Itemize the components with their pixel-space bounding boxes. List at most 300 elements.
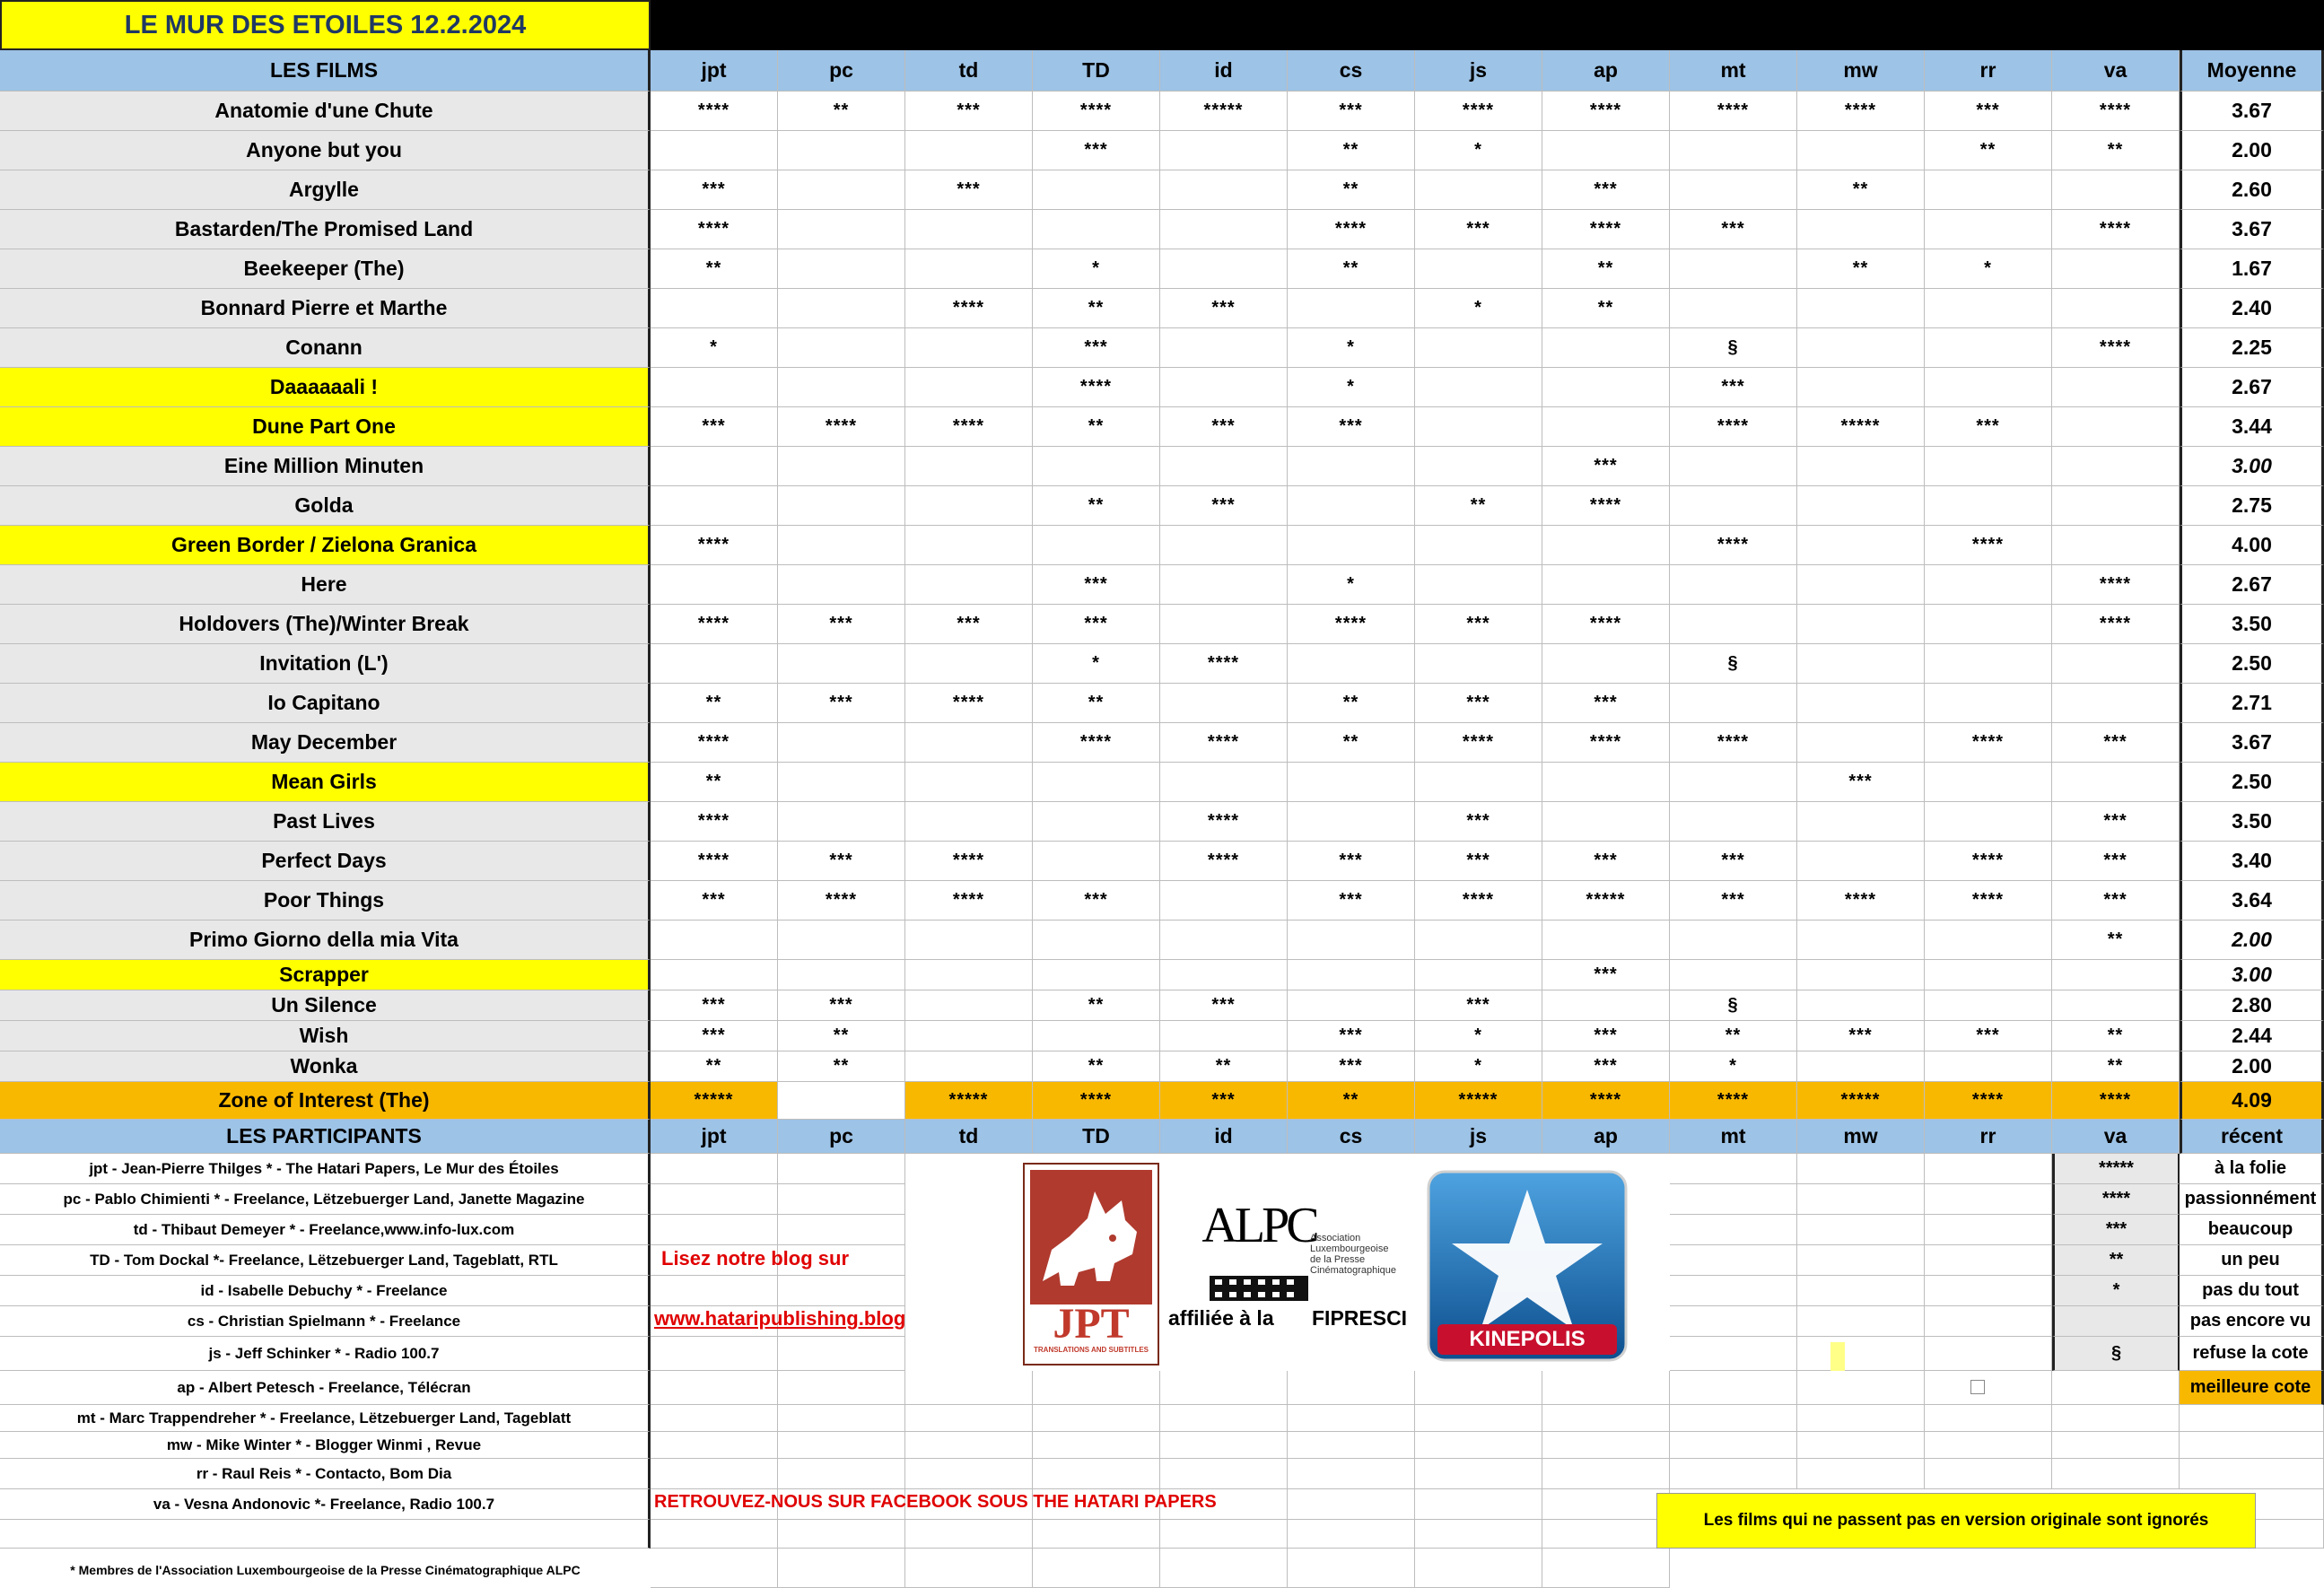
rating-cell[interactable] (778, 526, 905, 565)
rating-cell[interactable]: *** (905, 605, 1033, 644)
rating-cell[interactable] (1925, 1051, 2052, 1082)
rating-cell[interactable] (778, 565, 905, 605)
rating-cell[interactable]: **** (1670, 526, 1797, 565)
rating-cell[interactable] (1670, 249, 1797, 289)
rating-cell[interactable] (1033, 960, 1160, 990)
rating-cell[interactable]: ** (1288, 131, 1415, 170)
rating-cell[interactable]: *** (1288, 842, 1415, 881)
rating-cell[interactable] (1925, 990, 2052, 1021)
rating-cell[interactable] (905, 131, 1033, 170)
rating-cell[interactable]: *** (1542, 170, 1670, 210)
rating-cell[interactable] (1160, 684, 1288, 723)
rating-cell[interactable] (1925, 210, 2052, 249)
rating-cell[interactable] (1670, 684, 1797, 723)
film-title[interactable]: Conann (0, 328, 651, 368)
rating-cell[interactable] (1160, 249, 1288, 289)
rating-cell[interactable] (1033, 447, 1160, 486)
rating-cell[interactable] (1797, 960, 1925, 990)
rating-cell[interactable]: ** (1288, 1082, 1415, 1120)
rating-cell[interactable] (1288, 802, 1415, 842)
rating-cell[interactable]: *** (1670, 210, 1797, 249)
rating-cell[interactable] (2052, 170, 2180, 210)
rating-cell[interactable]: *** (1542, 1051, 1670, 1082)
film-title[interactable]: Beekeeper (The) (0, 249, 651, 289)
rating-cell[interactable] (1288, 990, 1415, 1021)
rating-cell[interactable]: *** (778, 990, 905, 1021)
rating-cell[interactable] (1925, 486, 2052, 526)
rating-cell[interactable] (1160, 763, 1288, 802)
critic-header-pc[interactable]: pc (778, 50, 905, 92)
rating-cell[interactable]: **** (1542, 1082, 1670, 1120)
rating-cell[interactable] (1415, 407, 1542, 447)
rating-cell[interactable]: * (1925, 249, 2052, 289)
rating-cell[interactable] (778, 763, 905, 802)
rating-cell[interactable]: *** (2052, 723, 2180, 763)
rating-cell[interactable] (1797, 289, 1925, 328)
rating-cell[interactable]: **** (651, 802, 778, 842)
rating-cell[interactable] (1288, 960, 1415, 990)
rating-cell[interactable] (2052, 407, 2180, 447)
rating-cell[interactable]: *** (651, 881, 778, 921)
film-title[interactable]: Bastarden/The Promised Land (0, 210, 651, 249)
rating-cell[interactable] (905, 990, 1033, 1021)
rating-cell[interactable] (2052, 526, 2180, 565)
rating-cell[interactable] (1033, 842, 1160, 881)
rating-cell[interactable] (778, 368, 905, 407)
film-title[interactable]: May December (0, 723, 651, 763)
rating-cell[interactable] (778, 1082, 905, 1120)
rating-cell[interactable] (2052, 644, 2180, 684)
rating-cell[interactable]: *** (1288, 407, 1415, 447)
rating-cell[interactable]: ** (651, 763, 778, 802)
rating-cell[interactable] (1160, 565, 1288, 605)
rating-cell[interactable]: *** (1415, 210, 1542, 249)
rating-cell[interactable] (1670, 447, 1797, 486)
rating-cell[interactable] (1288, 526, 1415, 565)
film-title[interactable]: Green Border / Zielona Granica (0, 526, 651, 565)
rating-cell[interactable] (905, 210, 1033, 249)
rating-cell[interactable]: **** (1925, 1082, 2052, 1120)
rating-cell[interactable] (2052, 960, 2180, 990)
rating-cell[interactable]: *** (1160, 486, 1288, 526)
rating-cell[interactable]: ** (1033, 684, 1160, 723)
rating-cell[interactable] (1925, 565, 2052, 605)
rating-cell[interactable] (1797, 1051, 1925, 1082)
rating-cell[interactable] (905, 960, 1033, 990)
rating-cell[interactable] (778, 802, 905, 842)
critic-header-cs[interactable]: cs (1288, 50, 1415, 92)
rating-cell[interactable] (1670, 565, 1797, 605)
rating-cell[interactable] (1415, 368, 1542, 407)
rating-cell[interactable]: *** (1033, 565, 1160, 605)
rating-cell[interactable] (1797, 565, 1925, 605)
film-title[interactable]: Invitation (L') (0, 644, 651, 684)
rating-cell[interactable]: *** (1160, 1082, 1288, 1120)
rating-cell[interactable] (1160, 960, 1288, 990)
rating-cell[interactable] (1925, 170, 2052, 210)
rating-cell[interactable] (778, 210, 905, 249)
rating-cell[interactable]: * (1670, 1051, 1797, 1082)
rating-cell[interactable] (1033, 170, 1160, 210)
rating-cell[interactable] (1797, 210, 1925, 249)
rating-cell[interactable]: **** (1925, 723, 2052, 763)
film-title[interactable]: Io Capitano (0, 684, 651, 723)
rating-cell[interactable] (778, 249, 905, 289)
rating-cell[interactable] (905, 368, 1033, 407)
rating-cell[interactable]: **** (1415, 92, 1542, 131)
rating-cell[interactable] (1797, 842, 1925, 881)
rating-cell[interactable] (1670, 605, 1797, 644)
rating-cell[interactable] (1415, 249, 1542, 289)
rating-cell[interactable]: *** (1415, 802, 1542, 842)
rating-cell[interactable]: *** (1033, 328, 1160, 368)
rating-cell[interactable]: ** (1033, 407, 1160, 447)
film-title[interactable]: Wonka (0, 1051, 651, 1082)
rating-cell[interactable] (651, 289, 778, 328)
rating-cell[interactable] (651, 644, 778, 684)
rating-cell[interactable] (2052, 990, 2180, 1021)
film-title[interactable]: Un Silence (0, 990, 651, 1021)
rating-cell[interactable]: **** (1542, 92, 1670, 131)
rating-cell[interactable] (1160, 921, 1288, 960)
rating-cell[interactable]: **** (1797, 92, 1925, 131)
rating-cell[interactable] (1670, 960, 1797, 990)
rating-cell[interactable]: ** (1797, 170, 1925, 210)
rating-cell[interactable] (1925, 368, 2052, 407)
rating-cell[interactable]: ** (2052, 131, 2180, 170)
rating-cell[interactable]: **** (1415, 723, 1542, 763)
rating-cell[interactable]: *** (1415, 842, 1542, 881)
rating-cell[interactable] (1160, 368, 1288, 407)
rating-cell[interactable]: **** (651, 723, 778, 763)
rating-cell[interactable] (778, 486, 905, 526)
rating-cell[interactable]: * (1288, 368, 1415, 407)
rating-cell[interactable]: **** (905, 881, 1033, 921)
critic-header-mw[interactable]: mw (1797, 50, 1925, 92)
rating-cell[interactable]: *** (2052, 881, 2180, 921)
rating-cell[interactable]: **** (651, 842, 778, 881)
rating-cell[interactable] (1925, 328, 2052, 368)
rating-cell[interactable]: * (1288, 328, 1415, 368)
rating-cell[interactable]: ** (1033, 486, 1160, 526)
rating-cell[interactable]: *** (905, 92, 1033, 131)
film-title[interactable]: Argylle (0, 170, 651, 210)
film-title[interactable]: Eine Million Minuten (0, 447, 651, 486)
rating-cell[interactable] (905, 763, 1033, 802)
rating-cell[interactable]: **** (1160, 802, 1288, 842)
rating-cell[interactable]: ** (1160, 1051, 1288, 1082)
rating-cell[interactable]: *** (2052, 842, 2180, 881)
rating-cell[interactable]: ** (1925, 131, 2052, 170)
rating-cell[interactable] (778, 328, 905, 368)
rating-cell[interactable]: ***** (1160, 92, 1288, 131)
rating-cell[interactable] (1415, 170, 1542, 210)
film-title[interactable]: Primo Giorno della mia Vita (0, 921, 651, 960)
rating-cell[interactable]: *** (1925, 407, 2052, 447)
rating-cell[interactable] (1542, 131, 1670, 170)
critic-header-jpt[interactable]: jpt (651, 50, 778, 92)
rating-cell[interactable] (778, 289, 905, 328)
rating-cell[interactable] (778, 131, 905, 170)
rating-cell[interactable] (1797, 328, 1925, 368)
film-title[interactable]: Golda (0, 486, 651, 526)
rating-cell[interactable] (2052, 447, 2180, 486)
rating-cell[interactable] (2052, 763, 2180, 802)
rating-cell[interactable] (1797, 368, 1925, 407)
rating-cell[interactable] (1542, 407, 1670, 447)
rating-cell[interactable]: ** (1288, 723, 1415, 763)
rating-cell[interactable] (1542, 990, 1670, 1021)
film-title[interactable]: Dune Part One (0, 407, 651, 447)
rating-cell[interactable]: * (651, 328, 778, 368)
rating-cell[interactable]: **** (1670, 1082, 1797, 1120)
rating-cell[interactable]: ** (1415, 486, 1542, 526)
rating-cell[interactable] (1415, 763, 1542, 802)
rating-cell[interactable] (1797, 605, 1925, 644)
rating-cell[interactable] (651, 131, 778, 170)
rating-cell[interactable]: ** (1033, 1051, 1160, 1082)
rating-cell[interactable]: **** (1670, 723, 1797, 763)
rating-cell[interactable] (1670, 763, 1797, 802)
rating-cell[interactable] (905, 565, 1033, 605)
rating-cell[interactable] (1797, 921, 1925, 960)
rating-cell[interactable]: **** (1415, 881, 1542, 921)
rating-cell[interactable]: **** (778, 881, 905, 921)
rating-cell[interactable] (1925, 684, 2052, 723)
rating-cell[interactable]: *** (1670, 842, 1797, 881)
rating-cell[interactable]: **** (1033, 1082, 1160, 1120)
film-title[interactable]: Mean Girls (0, 763, 651, 802)
rating-cell[interactable] (651, 921, 778, 960)
rating-cell[interactable] (1033, 210, 1160, 249)
critic-header-va[interactable]: va (2052, 50, 2180, 92)
rating-cell[interactable] (1033, 763, 1160, 802)
rating-cell[interactable]: **** (1160, 723, 1288, 763)
rating-cell[interactable]: **** (1670, 407, 1797, 447)
critic-header-mt[interactable]: mt (1670, 50, 1797, 92)
rating-cell[interactable]: ** (1288, 170, 1415, 210)
rating-cell[interactable]: *** (1033, 881, 1160, 921)
rating-cell[interactable]: ** (778, 1021, 905, 1051)
blog-link[interactable]: www.hataripublishing.blog (654, 1307, 906, 1330)
rating-cell[interactable]: *** (1288, 1021, 1415, 1051)
rating-cell[interactable]: ***** (651, 1082, 778, 1120)
rating-cell[interactable] (1160, 1021, 1288, 1051)
rating-cell[interactable]: **** (905, 684, 1033, 723)
rating-cell[interactable] (651, 565, 778, 605)
rating-cell[interactable]: **** (651, 605, 778, 644)
rating-cell[interactable]: § (1670, 990, 1797, 1021)
rating-cell[interactable]: ***** (905, 1082, 1033, 1120)
rating-cell[interactable]: *** (1033, 605, 1160, 644)
rating-cell[interactable]: *** (778, 605, 905, 644)
rating-cell[interactable] (1415, 565, 1542, 605)
critic-header-rr[interactable]: rr (1925, 50, 2052, 92)
rating-cell[interactable] (1797, 723, 1925, 763)
rating-cell[interactable]: **** (1670, 92, 1797, 131)
rating-cell[interactable]: *** (651, 1021, 778, 1051)
rating-cell[interactable] (1797, 526, 1925, 565)
rating-cell[interactable]: *** (1288, 92, 1415, 131)
rating-cell[interactable] (651, 368, 778, 407)
rating-cell[interactable]: **** (2052, 210, 2180, 249)
rating-cell[interactable]: ** (2052, 921, 2180, 960)
rating-cell[interactable] (1670, 170, 1797, 210)
rating-cell[interactable]: ***** (1797, 1082, 1925, 1120)
rating-cell[interactable]: **** (2052, 92, 2180, 131)
rating-cell[interactable]: * (1033, 249, 1160, 289)
rating-cell[interactable] (2052, 249, 2180, 289)
rating-cell[interactable]: *** (1797, 763, 1925, 802)
rating-cell[interactable] (1925, 289, 2052, 328)
rating-cell[interactable] (1415, 960, 1542, 990)
rating-cell[interactable]: *** (1288, 1051, 1415, 1082)
rating-cell[interactable] (651, 447, 778, 486)
rating-cell[interactable]: **** (905, 289, 1033, 328)
rating-cell[interactable] (1160, 881, 1288, 921)
rating-cell[interactable]: *** (1542, 1021, 1670, 1051)
rating-cell[interactable]: **** (1797, 881, 1925, 921)
rating-cell[interactable] (778, 960, 905, 990)
rating-cell[interactable]: ***** (1542, 881, 1670, 921)
rating-cell[interactable]: **** (651, 526, 778, 565)
rating-cell[interactable]: *** (1288, 881, 1415, 921)
rating-cell[interactable]: * (1415, 1021, 1542, 1051)
rating-cell[interactable]: *** (1415, 684, 1542, 723)
rating-cell[interactable] (1288, 447, 1415, 486)
rating-cell[interactable]: ** (1033, 289, 1160, 328)
rating-cell[interactable] (778, 447, 905, 486)
rating-cell[interactable] (1033, 526, 1160, 565)
rating-cell[interactable]: **** (1160, 842, 1288, 881)
critic-header-ap[interactable]: ap (1542, 50, 1670, 92)
rating-cell[interactable]: **** (1925, 881, 2052, 921)
rating-cell[interactable] (1033, 1021, 1160, 1051)
rating-cell[interactable] (1415, 921, 1542, 960)
rating-cell[interactable]: **** (1925, 526, 2052, 565)
rating-cell[interactable] (1288, 763, 1415, 802)
rating-cell[interactable]: ** (2052, 1021, 2180, 1051)
rating-cell[interactable]: *** (1797, 1021, 1925, 1051)
rating-cell[interactable]: ***** (1797, 407, 1925, 447)
rating-cell[interactable] (651, 486, 778, 526)
film-title[interactable]: Anatomie d'une Chute (0, 92, 651, 131)
rating-cell[interactable]: ** (1797, 249, 1925, 289)
rating-cell[interactable]: **** (651, 210, 778, 249)
rating-cell[interactable] (1670, 486, 1797, 526)
rating-cell[interactable] (1925, 605, 2052, 644)
rating-cell[interactable]: **** (905, 407, 1033, 447)
rating-cell[interactable] (1288, 644, 1415, 684)
rating-cell[interactable] (905, 486, 1033, 526)
average-header[interactable]: Moyenne (2180, 50, 2324, 92)
film-title[interactable]: Scrapper (0, 960, 651, 990)
rating-cell[interactable] (905, 1051, 1033, 1082)
rating-cell[interactable]: ** (1288, 249, 1415, 289)
rating-cell[interactable]: *** (1542, 447, 1670, 486)
rating-cell[interactable] (1797, 447, 1925, 486)
rating-cell[interactable]: ** (651, 249, 778, 289)
rating-cell[interactable] (778, 644, 905, 684)
rating-cell[interactable]: * (1415, 131, 1542, 170)
rating-cell[interactable]: § (1670, 644, 1797, 684)
rating-cell[interactable] (1542, 644, 1670, 684)
rating-cell[interactable] (1288, 921, 1415, 960)
rating-cell[interactable]: **** (1288, 605, 1415, 644)
rating-cell[interactable] (1415, 447, 1542, 486)
rating-cell[interactable]: **** (1542, 210, 1670, 249)
rating-cell[interactable] (1670, 131, 1797, 170)
rating-cell[interactable] (905, 526, 1033, 565)
rating-cell[interactable]: ** (1033, 990, 1160, 1021)
rating-cell[interactable] (2052, 289, 2180, 328)
rating-cell[interactable] (1415, 644, 1542, 684)
film-title[interactable]: Holdovers (The)/Winter Break (0, 605, 651, 644)
rating-cell[interactable] (1160, 328, 1288, 368)
rating-cell[interactable] (778, 723, 905, 763)
rating-cell[interactable]: **** (1160, 644, 1288, 684)
rating-cell[interactable] (1797, 802, 1925, 842)
critic-header-td[interactable]: td (905, 50, 1033, 92)
rating-cell[interactable]: **** (1925, 842, 2052, 881)
checkbox[interactable] (1970, 1380, 1985, 1394)
rating-cell[interactable]: **** (1542, 723, 1670, 763)
film-title[interactable]: Bonnard Pierre et Marthe (0, 289, 651, 328)
rating-cell[interactable]: *** (1542, 960, 1670, 990)
rating-cell[interactable]: **** (1542, 486, 1670, 526)
rating-cell[interactable]: *** (1670, 881, 1797, 921)
rating-cell[interactable] (1288, 289, 1415, 328)
rating-cell[interactable]: *** (778, 842, 905, 881)
rating-cell[interactable] (1033, 921, 1160, 960)
rating-cell[interactable]: * (1415, 1051, 1542, 1082)
rating-cell[interactable]: *** (1415, 990, 1542, 1021)
rating-cell[interactable]: *** (1542, 842, 1670, 881)
rating-cell[interactable]: *** (778, 684, 905, 723)
rating-cell[interactable] (1160, 605, 1288, 644)
rating-cell[interactable]: **** (1033, 368, 1160, 407)
rating-cell[interactable] (1542, 921, 1670, 960)
rating-cell[interactable]: ** (2052, 1051, 2180, 1082)
rating-cell[interactable] (1160, 210, 1288, 249)
rating-cell[interactable]: § (1670, 328, 1797, 368)
film-title[interactable]: Here (0, 565, 651, 605)
film-title[interactable]: Wish (0, 1021, 651, 1051)
rating-cell[interactable]: **** (1288, 210, 1415, 249)
critic-header-TD[interactable]: TD (1033, 50, 1160, 92)
rating-cell[interactable] (905, 1021, 1033, 1051)
rating-cell[interactable] (1925, 763, 2052, 802)
rating-cell[interactable] (905, 447, 1033, 486)
rating-cell[interactable]: *** (905, 170, 1033, 210)
rating-cell[interactable]: *** (651, 170, 778, 210)
rating-cell[interactable]: **** (778, 407, 905, 447)
rating-cell[interactable]: *** (1415, 605, 1542, 644)
rating-cell[interactable] (1160, 447, 1288, 486)
film-title[interactable]: Zone of Interest (The) (0, 1082, 651, 1120)
rating-cell[interactable]: *** (651, 407, 778, 447)
rating-cell[interactable] (1415, 526, 1542, 565)
rating-cell[interactable] (1160, 526, 1288, 565)
critic-header-js[interactable]: js (1415, 50, 1542, 92)
rating-cell[interactable] (1925, 802, 2052, 842)
rating-cell[interactable] (1797, 990, 1925, 1021)
rating-cell[interactable] (1542, 565, 1670, 605)
rating-cell[interactable] (2052, 368, 2180, 407)
rating-cell[interactable]: ** (778, 1051, 905, 1082)
rating-cell[interactable]: *** (1542, 684, 1670, 723)
critic-header-id[interactable]: id (1160, 50, 1288, 92)
